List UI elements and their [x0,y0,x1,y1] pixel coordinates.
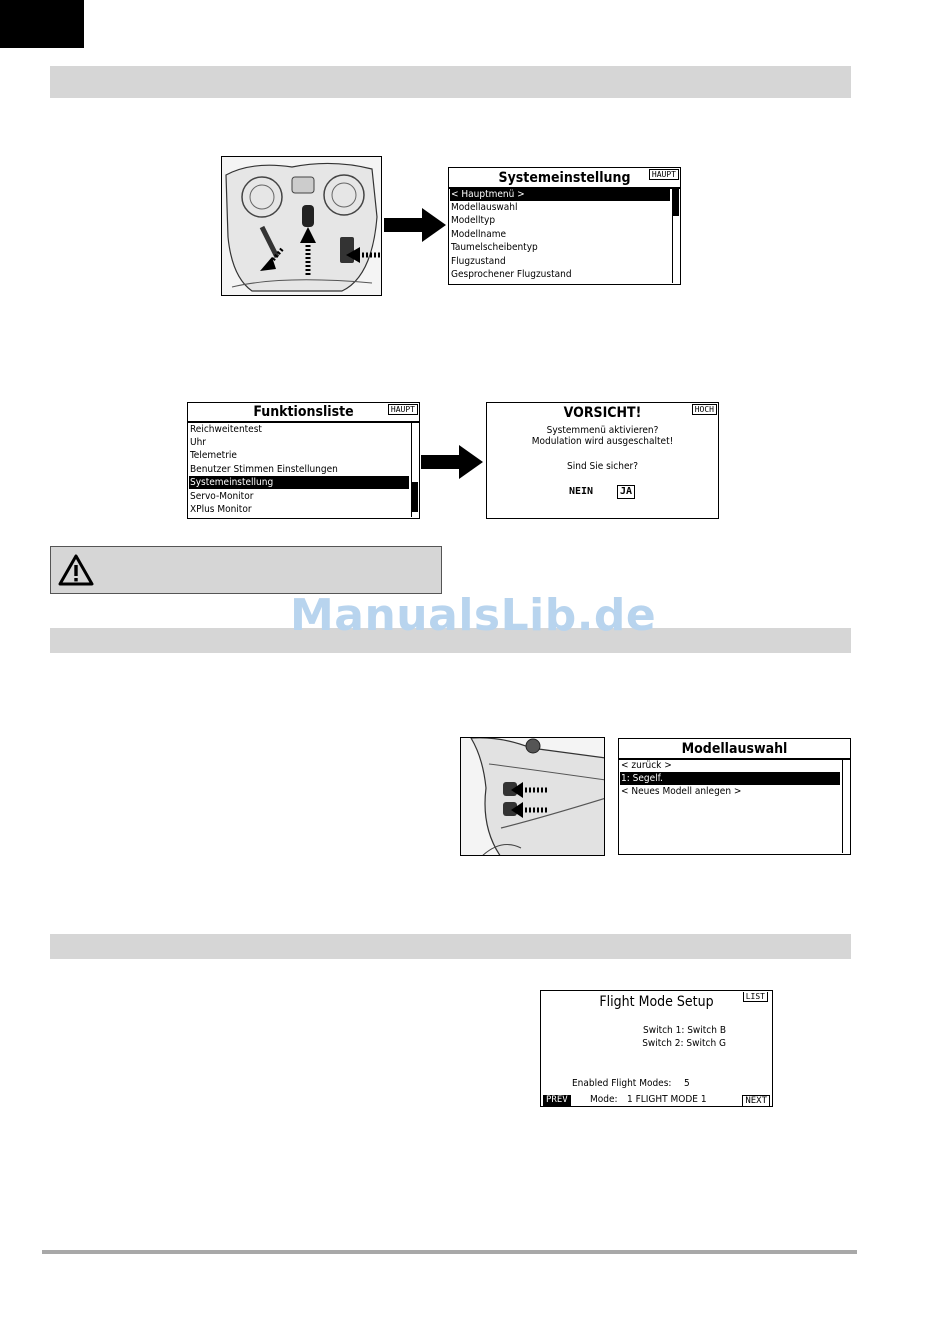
lcd-systemeinstellung [448,167,681,285]
arrow-right-icon [384,208,446,242]
menu-item-modellauswahl[interactable]: Modellauswahl [451,202,518,213]
lcd-title: VORSICHT! [563,405,642,421]
warning-line-1: Systemmenü aktivieren? [546,425,659,436]
transmitter-photo-2 [460,737,605,856]
scrollbar[interactable] [672,188,679,283]
caution-box [50,546,442,594]
menu-item-servo-monitor[interactable]: Servo-Monitor [190,491,254,502]
lcd-funktionsliste [187,402,420,519]
menu-item-gesprochener-flugzustand[interactable]: Gesprochener Flugzustand [451,269,572,280]
menu-item-taumelscheibentyp[interactable]: Taumelscheibentyp [451,242,538,253]
menu-item-neues-modell[interactable]: < Neues Modell anlegen > [621,786,742,797]
menu-item-modellname[interactable]: Modellname [451,229,507,240]
prev-button[interactable]: PREV [543,1095,571,1106]
enabled-modes-label: Enabled Flight Modes: [572,1078,672,1089]
transmitter-photo-1 [221,156,382,296]
warning-triangle-icon [58,554,94,586]
watermark: ManualsLib.de [290,590,657,641]
confirm-question: Sind Sie sicher? [567,461,638,472]
menu-item-hauptmenue[interactable]: < Hauptmenü > [450,188,670,201]
lcd-vorsicht [486,402,719,519]
scrollbar[interactable] [411,422,418,517]
scrollbar-thumb[interactable] [412,482,418,512]
menu-item-zurueck[interactable]: < zurück > [621,760,672,771]
lcd-title: Modellauswahl [681,741,788,757]
next-button[interactable]: NEXT [742,1095,770,1107]
lcd-title: Funktionsliste [253,404,354,420]
menu-item-telemetrie[interactable]: Telemetrie [190,450,237,461]
haupt-badge[interactable]: HAUPT [388,404,418,415]
lcd-flight-mode-setup [540,990,773,1107]
switch-2-setting[interactable]: Switch 2: Switch G [642,1038,726,1049]
list-badge[interactable]: LIST [743,992,768,1002]
scrollbar-thumb[interactable] [673,188,679,216]
transmitter-illustration-2 [461,738,605,856]
arrow-right-icon [421,445,483,479]
hoch-badge[interactable]: HOCH [692,404,717,415]
lcd-title: Flight Mode Setup [599,994,714,1010]
menu-item-modelltyp[interactable]: Modelltyp [451,215,496,226]
section-header-bar-1 [50,66,851,98]
menu-item-systemeinstellung[interactable]: Systemeinstellung [189,476,409,489]
page-corner-tab [0,0,84,48]
enabled-modes-value[interactable]: 5 [684,1078,690,1089]
scrollbar[interactable] [842,759,849,853]
ja-button[interactable]: JA [617,485,635,499]
footer-rule [42,1250,857,1254]
mode-label: Mode: [590,1094,618,1105]
lcd-title: Systemeinstellung [498,170,631,186]
menu-item-reichweitentest[interactable]: Reichweitentest [190,424,262,435]
haupt-badge[interactable]: HAUPT [649,169,679,180]
section-header-bar-3 [50,934,851,959]
switch-1-setting[interactable]: Switch 1: Switch B [643,1025,726,1036]
lcd-modellauswahl [618,738,851,855]
nein-button[interactable]: NEIN [569,486,594,497]
transmitter-illustration-1 [222,157,382,296]
mode-value[interactable]: 1 FLIGHT MODE 1 [627,1094,707,1105]
warning-line-2: Modulation wird ausgeschaltet! [531,436,674,447]
menu-item-uhr[interactable]: Uhr [190,437,206,448]
menu-item-xplus-monitor[interactable]: XPlus Monitor [190,504,252,515]
menu-item-flugzustand[interactable]: Flugzustand [451,256,506,267]
menu-item-model-1[interactable]: 1: Segelf. [620,772,840,785]
menu-item-benutzer-stimmen[interactable]: Benutzer Stimmen Einstellungen [190,464,338,475]
